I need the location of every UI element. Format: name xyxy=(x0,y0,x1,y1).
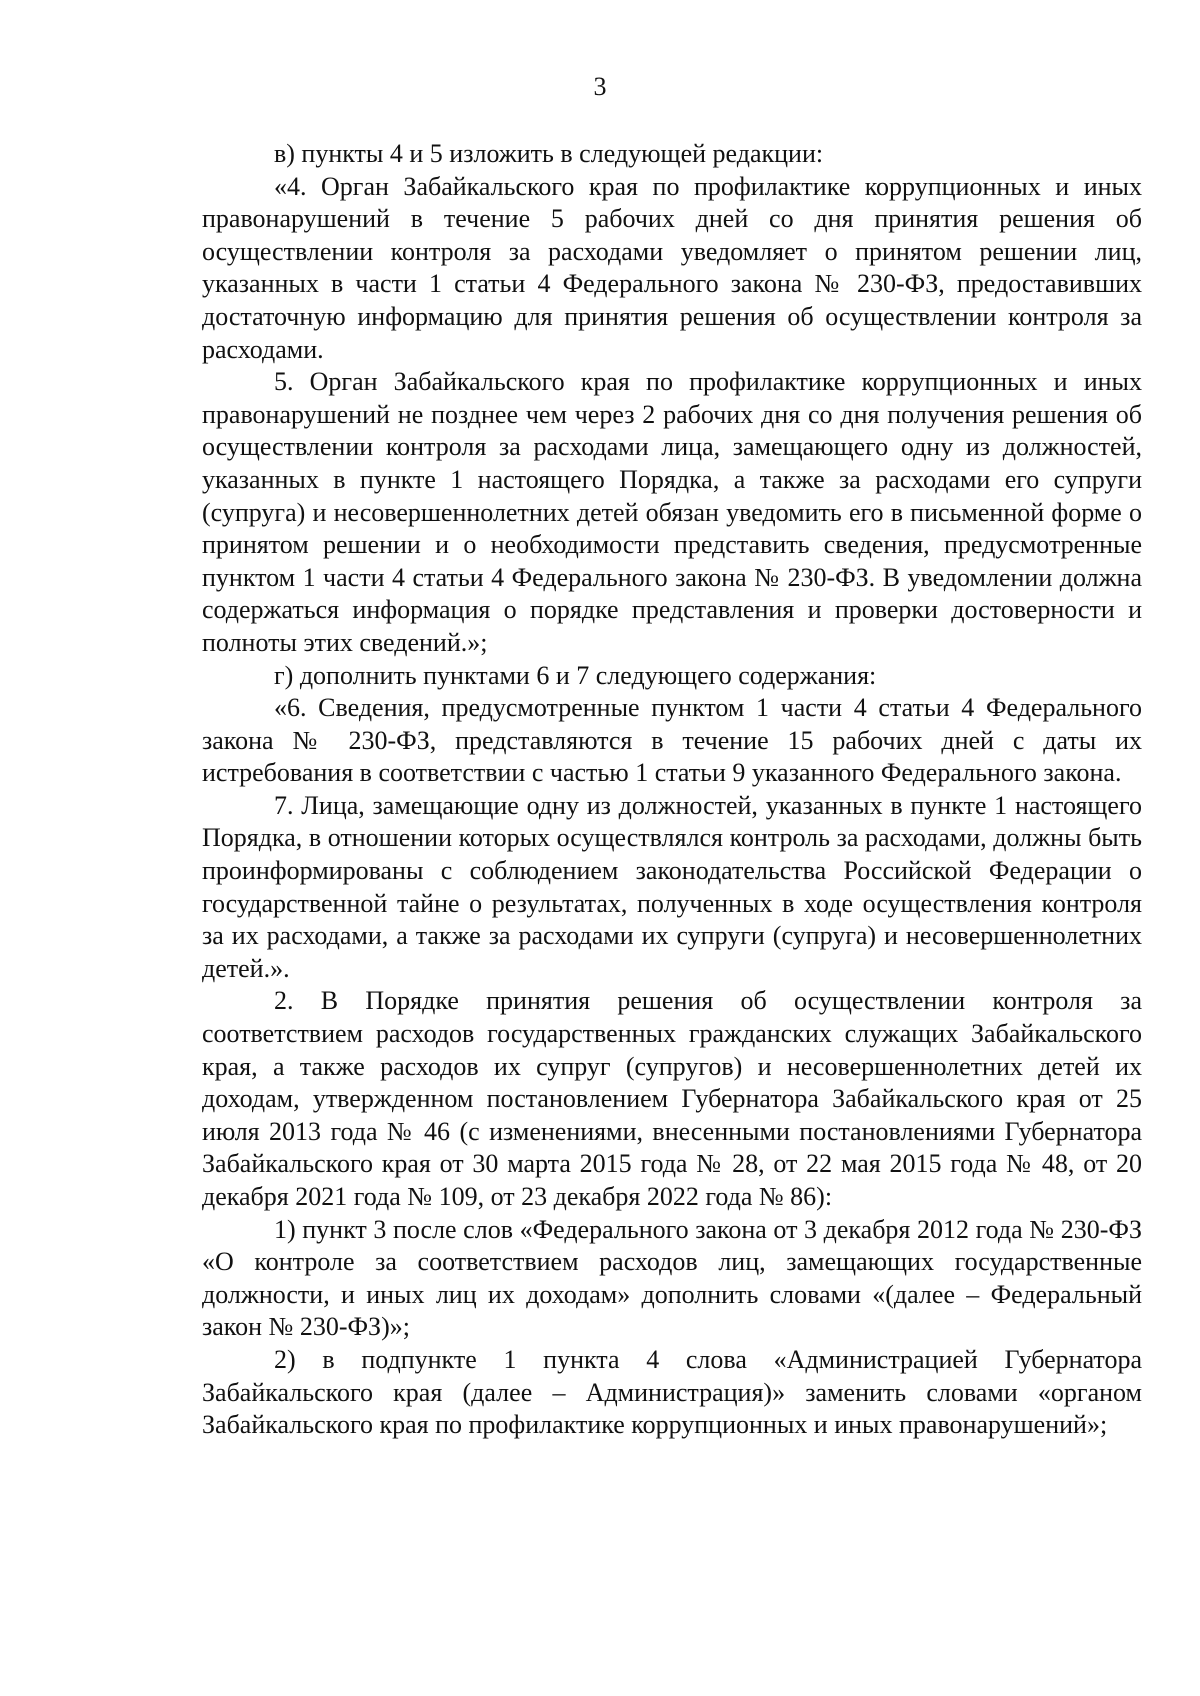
paragraph-v-items-4-5: в) пункты 4 и 5 изложить в следующей редакции: xyxy=(274,139,824,168)
paragraph-section-2: 2. В Порядке принятия решения об осуществлении контроля за соответствием расходов государственных гражданских служащих Забайкальского края, а также расходов их супруг (супругов) и несовершеннолетних детей их доходам, утвержденном постановлением Губернатора Забайкальского края от 25 июля 2013 года № 46 (с изменениями, внесенными постановлениями Губернатора Забайкальского края от 30 марта 2015 года № 28, от 22 мая 2015 года № 48, от 20 декабря 2021 года № 109, от 23 декабря 2022 года № 86): xyxy=(202,986,1142,1211)
document-body xyxy=(202,138,1142,1442)
page-number: 3 xyxy=(593,72,607,101)
paragraph-subitem-1: 1) пункт 3 после слов «Федерального закона от 3 декабря 2012 года № 230-ФЗ «О контроле за соответствием расходов лиц, замещающих государственные должности, и иных лиц их доходам» дополнить словами «(далее – Федеральный закон № 230-ФЗ)»; xyxy=(202,1214,1142,1342)
paragraph-item-5: 5. Орган Забайкальского края по профилактике коррупционных и иных правонарушений не позднее чем через 2 рабочих дня со дня получения решения об осуществлении контроля за расходами лица, замещающего одну из должностей, указанных в пункте 1 настоящего Порядка, а также за расходами его супруги (супруга) и несовершеннолетних детей обязан уведомить его в письменной форме о принятом решении и о необходимости представить сведения, предусмотренные пунктом 1 части 4 статьи 4 Федерального закона № 230-ФЗ. В уведомлении должна содержаться информация о порядке представления и проверки достоверности и полноты этих сведений.»; xyxy=(202,367,1142,657)
paragraph-item-4: «4. Орган Забайкальского края по профилактике коррупционных и иных правонарушений в течение 5 рабочих дней со дня принятия решения об осуществлении контроля за расходами уведомляет о принятом решении лиц, указанных в части 1 статьи 4 Федерального закона № 230-ФЗ, предоставивших достаточную информацию для принятия решения об осуществлении контроля за расходами. xyxy=(202,171,1142,364)
paragraph-subitem-2: 2) в подпункте 1 пункта 4 слова «Администрацией Губернатора Забайкальского края (далее – Администрация)» заменить словами «органом Забайкальского края по профилактике коррупционных и иных правонарушений»; xyxy=(202,1344,1142,1440)
paragraph-item-7: 7. Лица, замещающие одну из должностей, указанных в пункте 1 настоящего Порядка, в отношении которых осуществлялся контроль за расходами, должны быть проинформированы с соблюдением законодательства Российской Федерации о государственной тайне о результатах, полученных в ходе осуществления контроля за их расходами, а также за расходами их супруги (супруга) и несовершеннолетних детей.». xyxy=(202,790,1142,983)
paragraph-g-items-6-7: г) дополнить пунктами 6 и 7 следующего содержания: xyxy=(274,660,877,690)
paragraph-item-6: «6. Сведения, предусмотренные пунктом 1 части 4 статьи 4 Федерального закона № 230-ФЗ, представляются в течение 15 рабочих дней с даты их истребования в соответствии с частью 1 статьи 9 указанного Федерального закона. xyxy=(202,693,1142,788)
